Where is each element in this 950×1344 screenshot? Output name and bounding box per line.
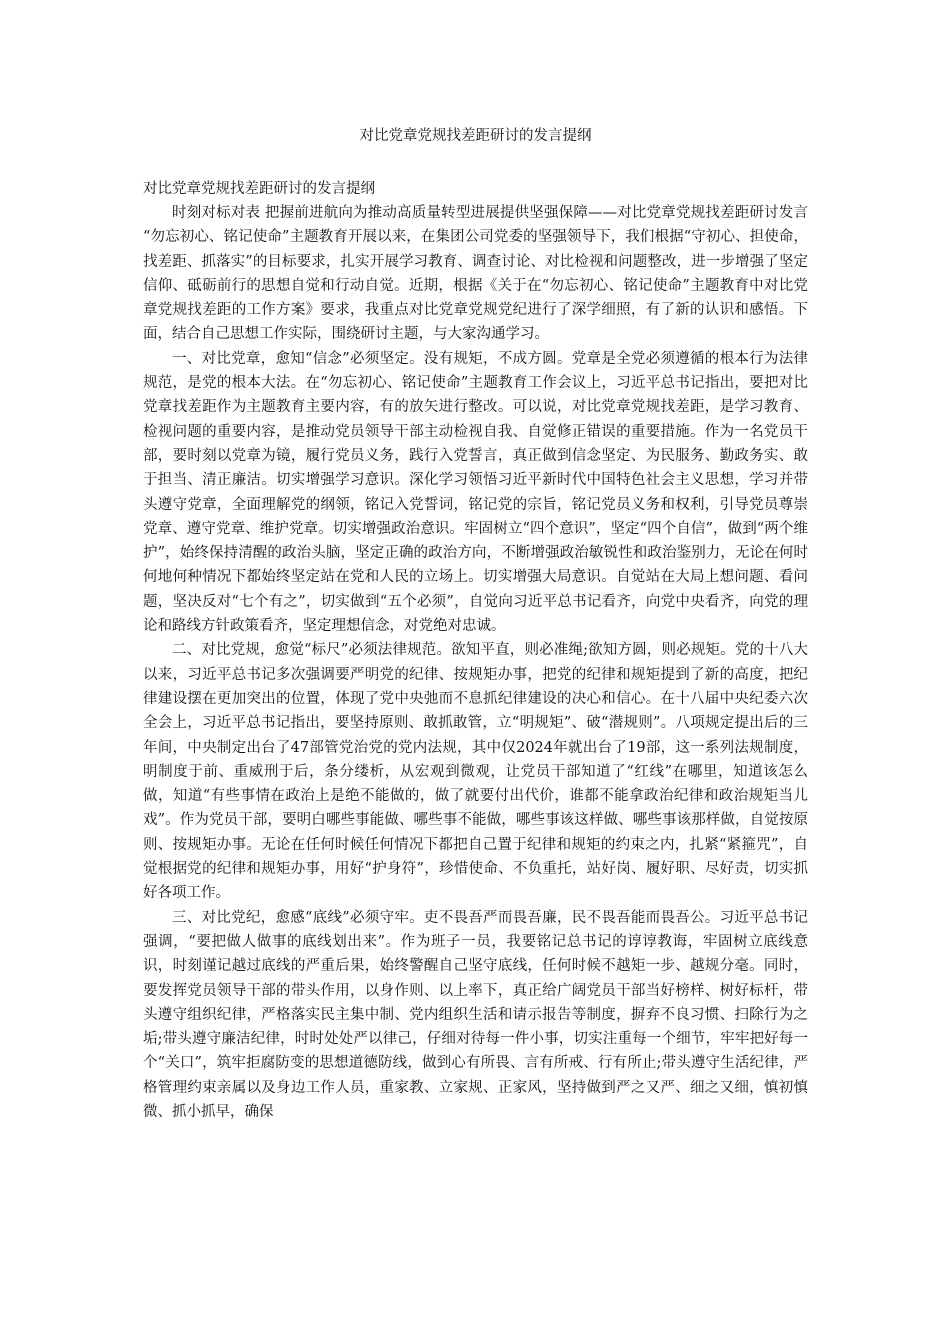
paragraph-section-1: 一、对比党章，愈知“信念”必须坚定。没有规矩，不成方圆。党章是全党必须遵循的根本行为法律规范，是党的根本大法。在“勿忘初心、铭记使命”主题教育工作会议上，习近平总书记指出，要把对比党章找差距作为主题教育主要内容，有的放矢进行整改。可以说，对比党章党规找差距，是学习教育、检视问题的重要内容，是推动党员领导干部主动检视自我、自觉修正错误的重要措施。作为一名党员干部，要时刻以党章为镜，履行党员义务，践行入党誓言，真正做到信念坚定、为民服务、勤政务实、敢于担当、清正廉洁。切实增强学习意识。深化学习领悟习近平新时代中国特色社会主义思想，学习并带头遵守党章，全面理解党的纲领，铭记入党誓词，铭记党的宗旨，铭记党员义务和权利，引导党员尊崇党章、遵守党章、维护党章。切实增强政治意识。牢固树立“四个意识”，坚定“四个自信”，做到“两个维护”，始终保持清醒的政治头脑，坚定正确的政治方向，不断增强政治敏锐性和政治鉴别力，无论在何时何地何种情况下都始终坚定站在党和人民的立场上。切实增强大局意识。自觉站在大局上想问题、看问题，坚决反对“七个有之”，切实做到“五个必须”，自觉向习近平总书记看齐，向党中央看齐，向党的理论和路线方针政策看齐，坚定理想信念，对党绝对忠诚。 (143, 350, 808, 635)
paragraph-section-2: 二、对比党规，愈觉“标尺”必须法律规范。欲知平直，则必准绳;欲知方圆，则必规矩。党的十八大以来，习近平总书记多次强调要严明党的纪律、按规矩办事，把党的纪律和规矩提到了新的高度，把纪律建设摆在更加突出的位置，体现了党中央弛而不息抓纪律建设的决心和信心。在十八届中央纪委六次全会上，习近平总书记指出，要坚持原则、敢抓敢管，立“明规矩”、破“潜规则”。八项规定提出后的三年间，中央制定出台了47部管党治党的党内法规，其中仅2024年就出台了19部，这一系列法规制度，明制度于前、重威刑于后，条分缕析，从宏观到微观，让党员干部知道了“红线”在哪里，知道该怎么做，知道“有些事情在政治上是绝不能做的，做了就要付出代价，谁都不能拿政治纪律和政治规矩当儿戏”。作为党员干部，要明白哪些事能做、哪些事不能做，哪些事该这样做、哪些事该那样做，自觉按原则、按规矩办事。无论在任何时候任何情况下都把自己置于纪律和规矩的约束之内，扎紧“紧箍咒”，自觉根据党的纪律和规矩办事，用好“护身符”，珍惜使命、不负重托，站好岗、履好职、尽好责，切实抓好各项工作。 (143, 642, 808, 902)
document-title: 对比党章党规找差距研讨的发言提纲 (359, 128, 592, 144)
paragraph-intro: 时刻对标对表 把握前进航向为推动高质量转型进展提供坚强保障——对比党章党规找差距研讨发言 “勿忘初心、铭记使命”主题教育开展以来，在集团公司党委的坚强领导下，我们根据“守初心、担使命，找差距、抓落实”的目标要求，扎实开展学习教育、调查讨论、对比检视和问题整改，进一步增强了坚定信仰、砥砺前行的思想自觉和行动自觉。近期，根据《关于在“勿忘初心、铭记使命”主题教育中对比党章党规找差距的工作方案》要求，我重点对比党章党规党纪进行了深学细照，有了新的认识和感悟。下面，结合自己思想工作实际，围绕研讨主题，与大家沟通学习。 (143, 205, 808, 343)
paragraph-section-3: 三、对比党纪，愈感“底线”必须守牢。吏不畏吾严而畏吾廉，民不畏吾能而畏吾公。习近平总书记强调，“要把做人做事的底线划出来”。作为班子一员，我要铭记总书记的谆谆教诲，牢固树立底线意识，时刻谨记越过底线的严重后果，始终警醒自己坚守底线，任何时候不越矩一步、越规分毫。同时，要发挥党员领导干部的带头作用，以身作则、以上率下，真正给广阔党员干部当好榜样、树好标杆，带头遵守组织纪律，严格落实民主集中制、党内组织生活和请示报告等制度，摒弃不良习惯、扫除行为之垢;带头遵守廉洁纪律，时时处处严以律己，仔细对待每一件小事，切实注重每一个细节，牢牢把好每一个“关口”，筑牢拒腐防变的思想道德防线，做到心有所畏、言有所戒、行有所止;带头遵守生活纪律，严格管理约束亲属以及身边工作人员，重家教、立家规、正家风，坚持做到严之又严、细之又细，慎初慎微、抓小抓早，确保 (143, 909, 808, 1120)
document-body (143, 201, 808, 1124)
document-subtitle: 对比党章党规找差距研讨的发言提纲 (143, 181, 375, 197)
